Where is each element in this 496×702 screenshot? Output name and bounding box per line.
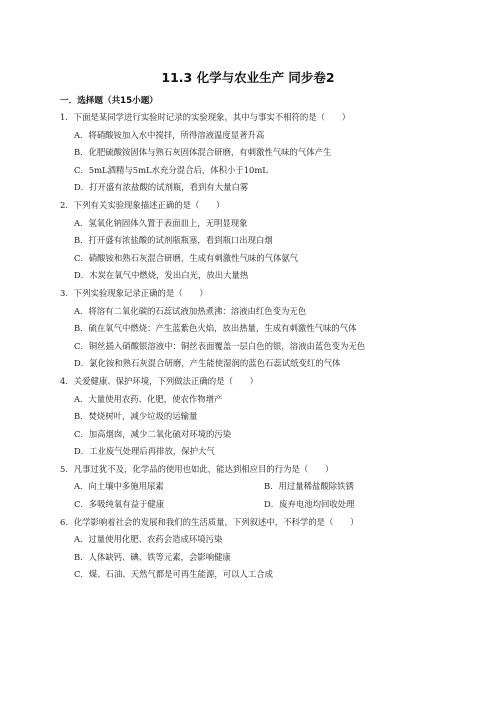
- option-d: D．工业废气处理后再排放，保护大气: [74, 446, 215, 457]
- question-stem: 6．化学影响着社会的发展和我们的生活质量，下列叙述中，不科学的是（ ）: [60, 516, 359, 527]
- option-c: C．硝酸铵和熟石灰混合研磨，生成有刺激性气味的气体氨气: [74, 252, 299, 263]
- option-d: D．木炭在氧气中燃烧，发出白光，放出大量热: [74, 270, 249, 281]
- option-a: A．将溶有二氧化碳的石蕊试液加热煮沸：溶液由红色变为无色: [74, 305, 307, 316]
- document-title: 11.3 化学与农业生产 同步卷2: [161, 70, 335, 85]
- option-b: B．焚烧树叶，减少垃圾的运输量: [74, 411, 198, 422]
- option-c: C．多吸纯氧有益于健康: [74, 499, 165, 510]
- question-3: [60, 285, 470, 373]
- option-b: B．化肥硫酸铵固体与熟石灰固体混合研磨，有刺激性气味的气体产生: [74, 147, 332, 158]
- question-4: [60, 373, 470, 461]
- option-row: [60, 496, 470, 514]
- option-b: B．用过量稀盐酸除铁锈: [264, 481, 354, 492]
- option-a: A．氢氧化钠固体久置于表面皿上，无明显现象: [74, 217, 248, 228]
- option-b: B．硫在氧气中燃烧：产生蓝紫色火焰，放出热量，生成有刺激性气味的气体: [74, 323, 357, 334]
- option-c: C．铜丝插入硝酸银溶液中：铜丝表面覆盖一层白色的银，溶液由蓝色变为无色: [74, 340, 366, 351]
- option-c: C．加高烟囱，减少二氧化硫对环境的污染: [74, 428, 232, 439]
- option-d: D．废弃电池均回收处理: [264, 499, 355, 510]
- question-6: [60, 514, 470, 584]
- question-2: [60, 197, 470, 285]
- question-stem: 3．下列实验现象记录正确的是（ ）: [60, 287, 208, 298]
- option-d: D．打开盛有浓盐酸的试剂瓶，看到有大量白雾: [74, 182, 249, 193]
- option-a: A．向土壤中多施用尿素: [74, 481, 164, 492]
- option-c: C．煤、石油、天然气都是可再生能源，可以人工合成: [74, 569, 274, 580]
- question-stem: 5．凡事过犹不及，化学品的使用也如此，能达到相应目的行为是（ ）: [60, 463, 334, 474]
- question-stem: 4．关爱健康、保护环境，下列做法正确的是（ ）: [60, 375, 258, 386]
- option-b: B．人体缺钙、碘、铁等元素，会影响健康: [74, 551, 231, 562]
- option-a: A．大量使用农药、化肥，使农作物增产: [74, 393, 223, 404]
- option-a: A．过量使用化肥、农药会造成环境污染: [74, 534, 223, 545]
- option-b: B．打开盛有浓盐酸的试剂瓶瓶塞，看到瓶口出现白烟: [74, 235, 273, 246]
- question-1: [60, 109, 470, 197]
- option-a: A．将硝酸铵加入水中搅拌，所得溶液温度显著升高: [74, 129, 265, 140]
- question-list: [60, 109, 470, 584]
- option-c: C．5mL酒精与5mL水充分混合后，体积小于10mL: [74, 164, 268, 175]
- section-heading: 一．选择题（共15小题）: [60, 96, 158, 106]
- question-5: [60, 461, 470, 514]
- option-row: [60, 478, 470, 496]
- question-stem: 1．下面是某同学进行实验时记录的实验现象，其中与事实不相符的是（ ）: [60, 112, 351, 122]
- option-d: D．氯化铵和熟石灰混合研磨，产生能使湿润的蓝色石蕊试纸变红的气体: [74, 358, 341, 369]
- question-stem: 2．下列有关实验现象描述正确的是（ ）: [60, 199, 225, 210]
